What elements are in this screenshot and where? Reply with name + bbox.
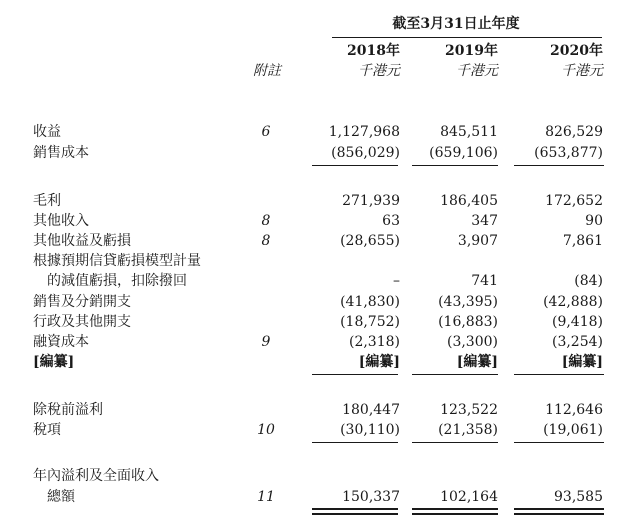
subtotal-line-2019 <box>412 374 498 375</box>
cell-revenue-2020: 826,529 <box>545 124 603 140</box>
row-note-total-comprehensive: 11 <box>257 489 275 505</box>
subtotal-line-2019 <box>412 165 498 166</box>
row-label-cost-of-sales: 銷售成本 <box>33 145 89 161</box>
subtotal-line-2018 <box>312 442 398 443</box>
row-label-admin-expenses: 行政及其他開支 <box>33 314 131 330</box>
cell-other-gains-losses-2018: (28,655) <box>340 233 400 249</box>
subtotal-line-2019 <box>412 442 498 443</box>
period-heading: 截至3月31日止年度 <box>392 16 520 32</box>
cell-taxation-2019: (21,358) <box>438 422 498 438</box>
cell-other-gains-losses-2020: 7,861 <box>562 233 603 249</box>
cell-gross-profit-2019: 186,405 <box>440 193 498 209</box>
row-label-ecl-line2: 的減值虧損，扣除撥回 <box>47 273 187 289</box>
row-note-finance-costs: 9 <box>261 334 271 350</box>
cell-revenue-2018: 1,127,968 <box>328 124 400 140</box>
row-label-revenue: 收益 <box>33 124 61 140</box>
cell-impairment-2020: (84) <box>574 273 603 289</box>
unit-header-2019: 千港元 <box>456 63 498 79</box>
total-double-line-bottom-2019 <box>412 513 498 515</box>
subtotal-line-2018 <box>312 374 398 375</box>
row-label-ecl-line1: 根據預期信貸虧損模型計量 <box>33 253 201 269</box>
cell-finance-costs-2020: (3,254) <box>551 334 603 350</box>
cell-cost-of-sales-2020: (653,877) <box>534 145 603 161</box>
cell-finance-costs-2019: (3,300) <box>446 334 498 350</box>
cell-admin-expenses-2019: (16,883) <box>438 314 498 330</box>
cell-profit-before-tax-2019: 123,522 <box>440 402 498 418</box>
row-label-profit-before-tax: 除稅前溢利 <box>33 402 103 418</box>
cell-profit-before-tax-2018: 180,447 <box>342 402 400 418</box>
cell-profit-before-tax-2020: 112,646 <box>545 402 603 418</box>
row-label-other-income: 其他收入 <box>33 213 89 229</box>
cell-admin-expenses-2018: (18,752) <box>340 314 400 330</box>
row-label-other-gains-losses: 其他收益及虧損 <box>33 233 131 249</box>
row-note-taxation: 10 <box>257 422 275 438</box>
cell-selling-distribution-2018: (41,830) <box>340 294 400 310</box>
year-header-2019: 2019年 <box>445 43 498 59</box>
year-header-2020: 2020年 <box>550 43 603 59</box>
total-double-line-top-2019 <box>412 508 498 510</box>
cell-gross-profit-2018: 271,939 <box>342 193 400 209</box>
row-label-total-comprehensive-line1: 年內溢利及全面收入 <box>33 468 159 484</box>
cell-redacted-2020: [編纂] <box>561 354 603 370</box>
year-header-2018: 2018年 <box>347 43 400 59</box>
cell-other-income-2018: 63 <box>382 213 400 229</box>
row-note-other-income: 8 <box>261 213 271 229</box>
row-note-other-gains-losses: 8 <box>261 233 271 249</box>
note-column-header: 附註 <box>253 63 281 79</box>
cell-revenue-2019: 845,511 <box>440 124 498 140</box>
row-label-redacted: [編纂] <box>33 354 75 370</box>
cell-selling-distribution-2019: (43,395) <box>438 294 498 310</box>
cell-admin-expenses-2020: (9,418) <box>551 314 603 330</box>
cell-other-income-2020: 90 <box>585 213 603 229</box>
cell-total-comprehensive-2018: 150,337 <box>342 489 400 505</box>
row-label-taxation: 稅項 <box>33 422 61 438</box>
cell-impairment-2018: – <box>393 273 400 289</box>
cell-taxation-2018: (30,110) <box>340 422 400 438</box>
total-double-line-bottom-2020 <box>514 513 604 515</box>
row-label-selling-distribution: 銷售及分銷開支 <box>33 294 131 310</box>
cell-selling-distribution-2020: (42,888) <box>543 294 603 310</box>
cell-taxation-2020: (19,061) <box>543 422 603 438</box>
row-label-gross-profit: 毛利 <box>33 193 61 209</box>
cell-other-income-2019: 347 <box>471 213 498 229</box>
row-label-finance-costs: 融資成本 <box>33 334 89 350</box>
cell-finance-costs-2018: (2,318) <box>348 334 400 350</box>
unit-header-2020: 千港元 <box>561 63 603 79</box>
cell-cost-of-sales-2018: (856,029) <box>331 145 400 161</box>
unit-header-2018: 千港元 <box>358 63 400 79</box>
total-double-line-bottom-2018 <box>312 513 398 515</box>
subtotal-line-2018 <box>312 165 398 166</box>
cell-impairment-2019: 741 <box>471 273 498 289</box>
subtotal-line-2020 <box>514 442 604 443</box>
row-label-total-comprehensive-line2: 總額 <box>47 489 75 505</box>
cell-total-comprehensive-2020: 93,585 <box>554 489 603 505</box>
total-double-line-top-2018 <box>312 508 398 510</box>
cell-total-comprehensive-2019: 102,164 <box>440 489 498 505</box>
row-note-revenue: 6 <box>261 124 271 140</box>
total-double-line-top-2020 <box>514 508 604 510</box>
cell-gross-profit-2020: 172,652 <box>545 193 603 209</box>
cell-other-gains-losses-2019: 3,907 <box>457 233 498 249</box>
period-underline <box>332 37 602 38</box>
subtotal-line-2020 <box>514 374 604 375</box>
cell-redacted-2019: [編纂] <box>456 354 498 370</box>
cell-redacted-2018: [編纂] <box>358 354 400 370</box>
subtotal-line-2020 <box>514 165 604 166</box>
cell-cost-of-sales-2019: (659,106) <box>429 145 498 161</box>
